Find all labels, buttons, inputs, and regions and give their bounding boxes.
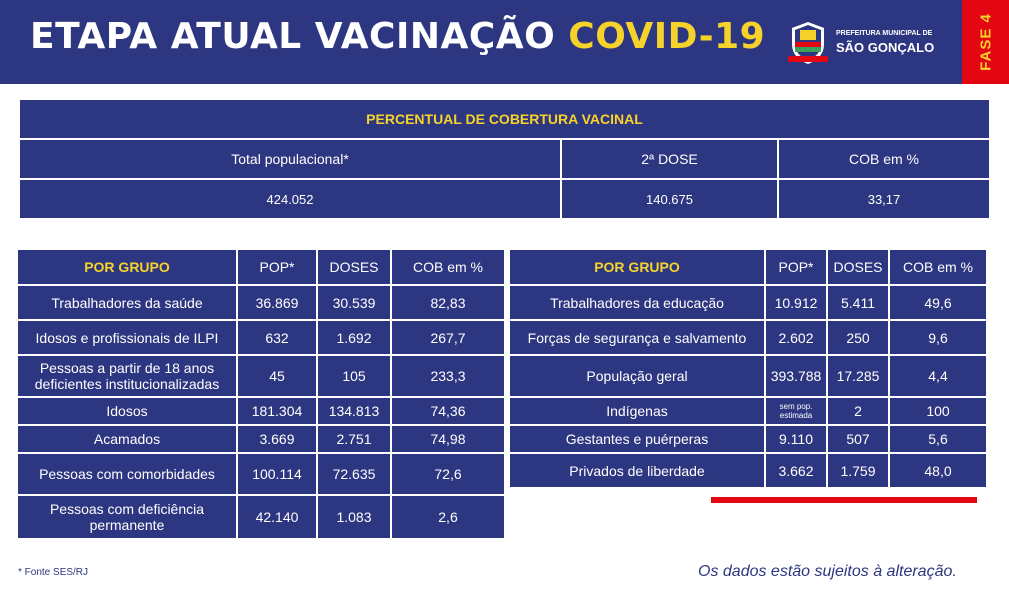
group-cob: 74,98 <box>392 426 504 452</box>
header-bar <box>0 0 1009 84</box>
group-name: Pessoas a partir de 18 anos deficientes institucionalizadas <box>18 356 236 396</box>
group-cob: 48,0 <box>890 454 986 487</box>
red-accent-line <box>711 497 977 503</box>
table-row <box>18 356 504 396</box>
group-pop: 36.869 <box>238 286 316 319</box>
coverage-header-dose: 2ª DOSE <box>562 140 777 178</box>
group-pop: 393.788 <box>766 356 826 396</box>
city-crest-icon <box>786 18 830 66</box>
right-header-pop: POP* <box>766 250 826 284</box>
table-row <box>18 496 504 538</box>
table-row <box>18 321 504 354</box>
right-group-table <box>508 248 988 489</box>
group-doses: 30.539 <box>318 286 390 319</box>
coverage-header-cob: COB em % <box>779 140 989 178</box>
group-cob: 4,4 <box>890 356 986 396</box>
table-row <box>510 454 986 487</box>
group-pop: 3.662 <box>766 454 826 487</box>
group-pop: sem pop. estimada <box>766 398 826 424</box>
table-row <box>510 321 986 354</box>
group-pop: 632 <box>238 321 316 354</box>
group-cob: 2,6 <box>392 496 504 538</box>
table-row <box>18 398 504 424</box>
table-row <box>18 426 504 452</box>
left-header-cob: COB em % <box>392 250 504 284</box>
table-row <box>18 286 504 319</box>
group-doses: 72.635 <box>318 454 390 494</box>
left-header-doses: DOSES <box>318 250 390 284</box>
phase-label: FASE 4 <box>977 13 994 71</box>
coverage-header-total: Total populacional* <box>20 140 560 178</box>
group-doses: 134.813 <box>318 398 390 424</box>
group-name: Trabalhadores da educação <box>510 286 764 319</box>
group-doses: 5.411 <box>828 286 888 319</box>
logo-city-name: SÃO GONÇALO <box>836 40 935 55</box>
left-header-pop: POP* <box>238 250 316 284</box>
page-title <box>30 16 765 57</box>
group-doses: 1.083 <box>318 496 390 538</box>
group-pop: 100.114 <box>238 454 316 494</box>
group-pop: 3.669 <box>238 426 316 452</box>
table-row <box>18 454 504 494</box>
right-header-group: POR GRUPO <box>510 250 764 284</box>
group-cob: 5,6 <box>890 426 986 452</box>
group-cob: 267,7 <box>392 321 504 354</box>
phase-badge <box>962 0 1009 84</box>
table-row <box>510 356 986 396</box>
group-cob: 49,6 <box>890 286 986 319</box>
group-cob: 9,6 <box>890 321 986 354</box>
coverage-table <box>18 98 991 220</box>
group-doses: 1.692 <box>318 321 390 354</box>
group-name: Idosos <box>18 398 236 424</box>
group-pop: 42.140 <box>238 496 316 538</box>
group-doses: 17.285 <box>828 356 888 396</box>
group-doses: 105 <box>318 356 390 396</box>
coverage-value-dose: 140.675 <box>562 180 777 218</box>
right-header-cob: COB em % <box>890 250 986 284</box>
coverage-value-cob: 33,17 <box>779 180 989 218</box>
group-doses: 2 <box>828 398 888 424</box>
coverage-title: PERCENTUAL DE COBERTURA VACINAL <box>20 100 989 138</box>
group-pop: 45 <box>238 356 316 396</box>
group-doses: 2.751 <box>318 426 390 452</box>
table-row <box>510 426 986 452</box>
group-name: Acamados <box>18 426 236 452</box>
group-name: Pessoas com comorbidades <box>18 454 236 494</box>
left-group-table <box>16 248 506 540</box>
group-pop: 2.602 <box>766 321 826 354</box>
group-cob: 100 <box>890 398 986 424</box>
table-row <box>510 286 986 319</box>
group-name: Pessoas com deficiência permanente <box>18 496 236 538</box>
group-name: Gestantes e puérperas <box>510 426 764 452</box>
group-doses: 507 <box>828 426 888 452</box>
group-cob: 74,36 <box>392 398 504 424</box>
logo-subtitle: PREFEITURA MUNICIPAL DE <box>836 30 933 37</box>
group-pop: 10.912 <box>766 286 826 319</box>
group-name: Trabalhadores da saúde <box>18 286 236 319</box>
left-header-group: POR GRUPO <box>18 250 236 284</box>
table-row <box>510 398 986 424</box>
prefeitura-logo <box>786 18 946 66</box>
group-name: Privados de liberdade <box>510 454 764 487</box>
group-pop: 181.304 <box>238 398 316 424</box>
disclaimer-text: Os dados estão sujeitos à alteração. <box>698 563 957 580</box>
group-doses: 1.759 <box>828 454 888 487</box>
group-cob: 72,6 <box>392 454 504 494</box>
title-main: ETAPA ATUAL VACINAÇÃO <box>30 16 556 57</box>
group-name: Idosos e profissionais de ILPI <box>18 321 236 354</box>
source-note: * Fonte SES/RJ <box>18 567 89 578</box>
title-highlight: COVID-19 <box>568 16 766 57</box>
group-name: Indígenas <box>510 398 764 424</box>
group-name: População geral <box>510 356 764 396</box>
group-pop: 9.110 <box>766 426 826 452</box>
group-cob: 233,3 <box>392 356 504 396</box>
group-cob: 82,83 <box>392 286 504 319</box>
group-name: Forças de segurança e salvamento <box>510 321 764 354</box>
coverage-value-total: 424.052 <box>20 180 560 218</box>
group-doses: 250 <box>828 321 888 354</box>
right-header-doses: DOSES <box>828 250 888 284</box>
